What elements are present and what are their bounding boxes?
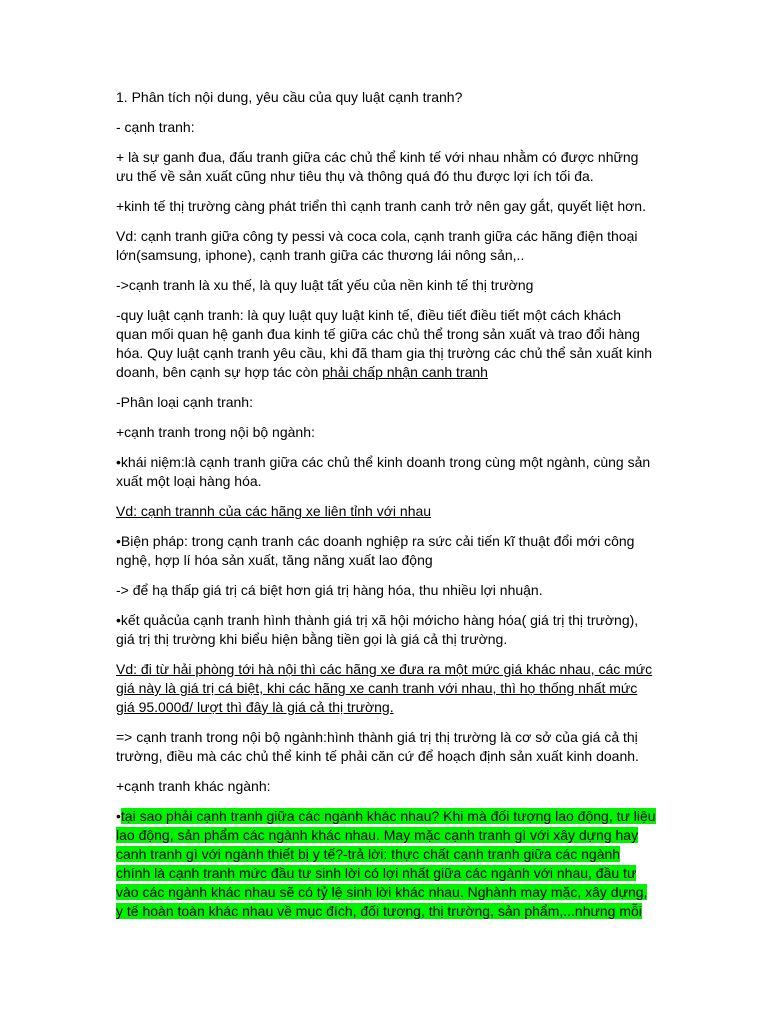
paragraph-result: •kết quảcủa cạnh tranh hình thành giá trị xã hội mớicho hàng hóa( giá trị thị trường), giá trị thị trường khi biểu hiện bằng tiền gọi là giá cả thị trường. <box>116 612 639 647</box>
paragraph-lower-value: -> để hạ thấp giá trị cá biệt hơn giá trị hàng hóa, thu nhiều lợi nhuận. <box>116 582 543 598</box>
paragraph-intra-industry-concept: •khái niệm:là cạnh tranh giữa các chủ thể kinh doanh trong cùng một ngành, cùng sản xuất một loại hàng hóa. <box>116 454 651 489</box>
question-heading: 1. Phân tích nội dung, yêu cầu của quy luật cạnh tranh? <box>116 89 463 105</box>
paragraph-example-bus-companies: Vd: cạnh trannh của các hãng xe liên tỉnh với nhau <box>116 503 432 519</box>
paragraph-intra-industry-label: +cạnh tranh trong nội bộ ngành: <box>116 424 315 440</box>
paragraph-trend: ->cạnh tranh là xu thế, là quy luật tất yếu của nền kinh tế thị trường <box>116 277 534 293</box>
law-definition-text: -quy luật cạnh tranh: là quy luật quy luật kinh tế, điều tiết điều tiết một cách khách quan mối quan hệ ganh đua kinh tế giữa các chủ thể trong sản xuất và trao đổi hàng hóa. Quy luật cạnh tranh yêu cầu, khi đã tham gia thị trường các chủ thể sản xuất kinh doanh, bên cạnh sự hợp tác còn <box>116 307 653 380</box>
paragraph-classification-label: -Phân loại cạnh tranh: <box>116 394 253 410</box>
paragraph-measures: •Biện pháp: trong cạnh tranh các doanh nghiệp ra sức cải tiến kĩ thuật đổi mới công nghệ, hợp lí hóa sản xuất, tăng năng xuất lao động <box>116 533 635 568</box>
paragraph-competition-label: - cạnh tranh: <box>116 119 195 135</box>
document-body <box>116 88 656 932</box>
paragraph-conclusion: => cạnh tranh trong nội bộ ngành:hình thành giá trị thị trường là cơ sở của giá cả thị trường, điều mà các chủ thể kinh tế phải căn cứ để hoạch định sản xuất kinh doanh. <box>116 729 639 764</box>
paragraph-market-development: +kinh tế thị trường càng phát triển thì cạnh tranh canh trở nên gay gắt, quyết liệt hơn. <box>116 198 646 214</box>
law-definition-underlined: phải chấp nhận canh tranh <box>322 364 488 380</box>
paragraph-inter-industry-highlighted <box>116 807 656 921</box>
highlighted-text: tại sao phải cạnh tranh giữa các ngành khác nhau? Khi mà đối tượng lao động, tư liệu lao động, sản phẩm các ngành khác nhau. May mặc cạnh tranh gì với xây dựng hay canh tranh gì với ngành thiết bị y tế?-trả lời: thực chất cạnh tranh giữa các ngành chính là cạnh tranh mức đầu tư sinh lời có lợi nhất giữa các ngành với nhau, đầu tư vào các ngành khác nhau sẽ có tỷ lệ sinh lời khác nhau. Nghành may mặc, xây dựng, y tế hoàn toàn khác nhau về mục đích, đối tượng, thị trường, sản phẩm,...nhưng mỗi <box>116 808 656 919</box>
paragraph-law-definition <box>116 306 656 382</box>
paragraph-example-price: Vd: đi từ hải phòng tới hà nội thì các hãng xe đưa ra một mức giá khác nhau, các mức giá này là giá trị cá biệt, khi các hãng xe canh tranh với nhau, thì họ thống nhất mức giá 95.000đ/ lượt thì đây là giá cả thị trường. <box>116 661 653 715</box>
bullet: • <box>116 808 121 824</box>
paragraph-example-companies: Vd: cạnh tranh giữa công ty pessi và coca cola, cạnh tranh giữa các hãng điện thoại lớn(samsung, iphone), cạnh tranh giữa các thương lái nông sản,.. <box>116 228 638 263</box>
paragraph-competition-definition: + là sự ganh đua, đấu tranh giữa các chủ thể kinh tế với nhau nhằm có được những ưu thế về sản xuất cũng như tiêu thụ và thông quá đó thu được lợi ích tối đa. <box>116 149 639 184</box>
paragraph-inter-industry-label: +cạnh tranh khác ngành: <box>116 778 271 794</box>
